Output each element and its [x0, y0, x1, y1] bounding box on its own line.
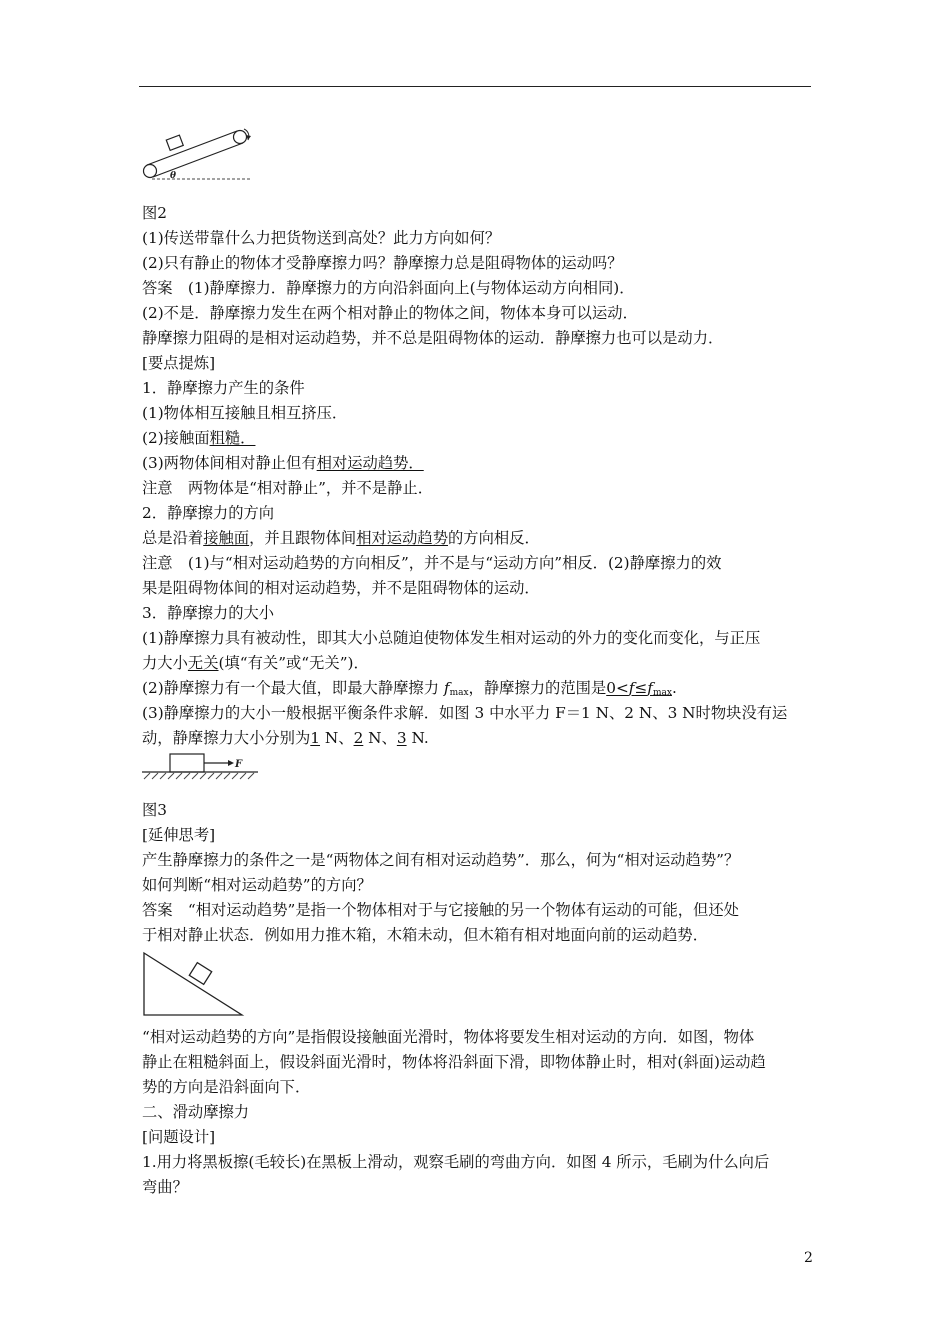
belt-top: [147, 131, 237, 165]
blank-answer-3: 3: [396, 729, 407, 747]
question-design-1-line-1: 1.用力将黑板擦(毛较长)在黑板上滑动，观察毛刷的弯曲方向．如图 4 所示，毛刷为什么向后: [142, 1153, 770, 1171]
extension-answer-2: 于相对静止状态．例如用力推木箱，木箱未动，但木箱有相对地面向前的运动趋势．: [142, 926, 708, 944]
magnitude-2: (2)静摩擦力有一个最大值，即最大静摩擦力 $f_{max}$，静摩擦力的范围是$0<f\le f_{max}$.: [142, 679, 677, 698]
blank-answer-relative-trend: 相对运动趋势: [356, 529, 448, 547]
question-design-heading: [问题设计]: [142, 1128, 216, 1146]
note-2-line-1: 注意 (1)与“相对运动趋势的方向相反”，并不是与“运动方向”相反．(2)静摩擦力的效: [142, 554, 722, 572]
belt-bottom: [153, 143, 243, 177]
section-2-heading: 二、滑动摩擦力: [142, 1103, 250, 1121]
direction-statement: 总是沿着接触面，并且跟物体间相对运动趋势的方向相反．: [142, 529, 540, 547]
section-1-title: 1．静摩擦力产生的条件: [142, 379, 305, 397]
header-rule: [139, 86, 811, 87]
block-on-incline: [189, 963, 211, 985]
page-number: 2: [804, 1250, 813, 1266]
question-design-1-line-2: 弯曲？: [142, 1178, 188, 1196]
magnitude-3-line-1: (3)静摩擦力的大小一般根据平衡条件求解．如图 3 中水平力 F＝1 N、2 N、3 N时物块没有运: [142, 704, 788, 722]
figure-3-block-on-ground: [140, 752, 262, 784]
incline: [144, 953, 242, 1015]
blank-answer-range: $0<f\le f_{max}$: [606, 679, 672, 698]
note-1: 注意 两物体是“相对静止”，并不是静止．: [142, 479, 433, 497]
extension-heading: [延伸思考]: [142, 826, 216, 844]
extension-answer-4: 静止在粗糙斜面上，假设斜面光滑时，物体将沿斜面下滑，即物体静止时，相对(斜面)运动趋: [142, 1053, 766, 1071]
answer-line-1: 答案 (1)静摩擦力．静摩擦力的方向沿斜面向上(与物体运动方向相同)．: [142, 279, 635, 297]
figure-incline-block: [140, 950, 246, 1018]
extension-answer-5: 势的方向是沿斜面向下．: [142, 1078, 311, 1096]
ground-hatching: [144, 773, 254, 779]
blank-answer-2: 2: [353, 729, 364, 747]
condition-3: (3)两物体间相对静止但有相对运动趋势．: [142, 454, 424, 472]
theta-label: θ: [170, 171, 177, 181]
extension-answer-1: 答案 “相对运动趋势”是指一个物体相对于与它接触的另一个物体有运动的可能，但还处: [142, 901, 739, 919]
figure-2-caption: 图2: [142, 204, 168, 222]
force-arrow-head-icon: [228, 760, 234, 766]
condition-2: (2)接触面粗糙．: [142, 429, 256, 447]
key-points-heading: [要点提炼]: [142, 354, 216, 372]
magnitude-1-line-2: 力大小无关(填“有关”或“无关”)．: [142, 654, 369, 672]
block: [170, 754, 204, 772]
question-1: (1)传送带靠什么力把货物送到高处？此力方向如何？: [142, 229, 501, 247]
extension-question-1: 产生静摩擦力的条件之一是“两物体之间有相对运动趋势”．那么，何为“相对运动趋势”？: [142, 851, 740, 869]
blank-answer-1: 1: [310, 729, 321, 747]
force-label: F: [235, 759, 243, 770]
answer-line-3: 静摩擦力阻碍的是相对运动趋势，并不总是阻碍物体的运动．静摩擦力也可以是动力．: [142, 329, 724, 347]
upper-roller: [234, 131, 247, 144]
note-2-line-2: 果是阻碍物体间的相对运动趋势，并不是阻碍物体的运动．: [142, 579, 540, 597]
lower-roller: [144, 165, 157, 178]
question-2: (2)只有静止的物体才受静摩擦力吗？静摩擦力总是阻碍物体的运动吗？: [142, 254, 623, 272]
answer-line-2: (2)不是．静摩擦力发生在两个相对静止的物体之间，物体本身可以运动．: [142, 304, 638, 322]
magnitude-1-line-1: (1)静摩擦力具有被动性，即其大小总随迫使物体发生相对运动的外力的变化而变化，与正压: [142, 629, 761, 647]
figure-3-caption: 图3: [142, 801, 168, 819]
extension-question-2: 如何判断“相对运动趋势”的方向？: [142, 876, 372, 894]
figure-2-conveyor-belt: [140, 124, 252, 184]
blank-answer-rough: 粗糙．: [209, 429, 256, 447]
blank-answer-unrelated: 无关: [187, 654, 219, 672]
blank-answer-surface: 接触面: [203, 529, 250, 547]
blank-answer-trend: 相对运动趋势．: [316, 454, 424, 472]
magnitude-3-line-2: 动，静摩擦力大小分别为1 N、2 N、3 N.: [142, 729, 429, 747]
extension-answer-3: “相对运动趋势的方向”是指假设接触面光滑时，物体将要发生相对运动的方向．如图，物体: [142, 1028, 755, 1046]
condition-1: (1)物体相互接触且相互挤压．: [142, 404, 348, 422]
cargo-box: [166, 135, 183, 150]
section-3-title: 3．静摩擦力的大小: [142, 604, 275, 622]
section-2-title: 2．静摩擦力的方向: [142, 504, 275, 522]
